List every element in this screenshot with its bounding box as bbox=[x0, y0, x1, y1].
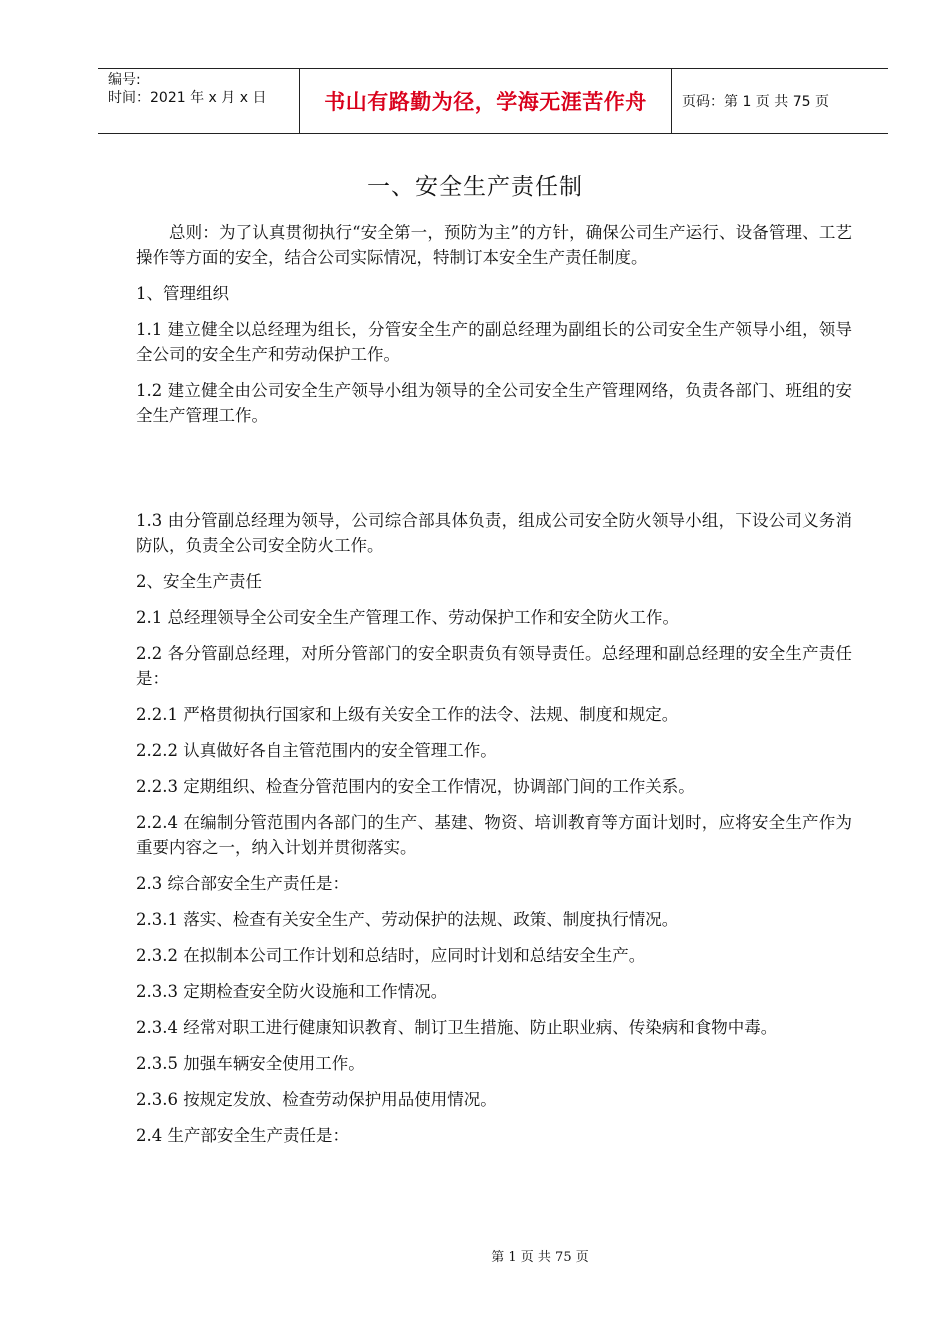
header-motto: 书山有路勤为径，学海无涯苦作舟 bbox=[324, 90, 647, 114]
paragraph-general: 总则：为了认真贯彻执行“安全第一，预防为主”的方针，确保公司生产运行、设备管理、工艺操作等方面的安全，结合公司实际情况，特制订本安全生产责任制度。 bbox=[136, 223, 852, 267]
paragraph: 2.2.2 认真做好各自主管范围内的安全管理工作。 bbox=[136, 741, 497, 760]
paragraph: 2.2.4 在编制分管范围内各部门的生产、基建、物资、培训教育等方面计划时，应将安全生产作为重要内容之一，纳入计划并贯彻落实。 bbox=[136, 813, 852, 857]
page-footer: 第 1 页 共 75 页 bbox=[491, 1250, 589, 1265]
header-code-label: 编号: bbox=[108, 72, 141, 88]
paragraph: 1.1 建立健全以总经理为组长，分管安全生产的副总经理为副组长的公司安全生产领导小组，领导全公司的安全生产和劳动保护工作。 bbox=[136, 320, 852, 364]
paragraph: 2.3 综合部安全生产责任是： bbox=[136, 874, 349, 893]
section-heading: 2、安全生产责任 bbox=[136, 572, 262, 591]
paragraph: 1.3 由分管副总经理为领导，公司综合部具体负责，组成公司安全防火领导小组，下设公司义务消防队，负责全公司安全防火工作。 bbox=[136, 511, 852, 555]
paragraph: 2.3.3 定期检查安全防火设施和工作情况。 bbox=[136, 982, 448, 1001]
page-header-table bbox=[98, 68, 888, 134]
paragraph: 2.1 总经理领导全公司安全生产管理工作、劳动保护工作和安全防火工作。 bbox=[136, 608, 679, 627]
paragraph: 1.2 建立健全由公司安全生产领导小组为领导的全公司安全生产管理网络，负责各部门、班组的安全生产管理工作。 bbox=[136, 381, 852, 425]
paragraph: 2.2 各分管副总经理，对所分管部门的安全职责负有领导责任。总经理和副总经理的安全生产责任是： bbox=[136, 644, 852, 688]
paragraph: 2.3.6 按规定发放、检查劳动保护用品使用情况。 bbox=[136, 1090, 497, 1109]
paragraph: 2.3.2 在拟制本公司工作计划和总结时，应同时计划和总结安全生产。 bbox=[136, 946, 646, 965]
paragraph: 2.2.3 定期组织、检查分管范围内的安全工作情况，协调部门间的工作关系。 bbox=[136, 777, 695, 796]
header-page-info: 页码：第 1 页 共 75 页 bbox=[682, 94, 829, 110]
paragraph: 2.3.5 加强车辆安全使用工作。 bbox=[136, 1054, 365, 1073]
paragraph: 2.2.1 严格贯彻执行国家和上级有关安全工作的法令、法规、制度和规定。 bbox=[136, 705, 679, 724]
header-time-label: 时间：2021 年 x 月 x 日 bbox=[108, 90, 267, 106]
header-motto-cell bbox=[300, 69, 672, 133]
header-page-cell bbox=[672, 69, 888, 133]
paragraph: 2.4 生产部安全生产责任是： bbox=[136, 1126, 349, 1145]
document-body bbox=[136, 220, 852, 1159]
document-title: 一、安全生产责任制 bbox=[367, 174, 583, 200]
section-heading: 1、管理组织 bbox=[136, 284, 229, 303]
paragraph: 2.3.1 落实、检查有关安全生产、劳动保护的法规、政策、制度执行情况。 bbox=[136, 910, 679, 929]
header-meta-cell bbox=[98, 69, 300, 133]
paragraph: 2.3.4 经常对职工进行健康知识教育、制订卫生措施、防止职业病、传染病和食物中毒。 bbox=[136, 1018, 778, 1037]
